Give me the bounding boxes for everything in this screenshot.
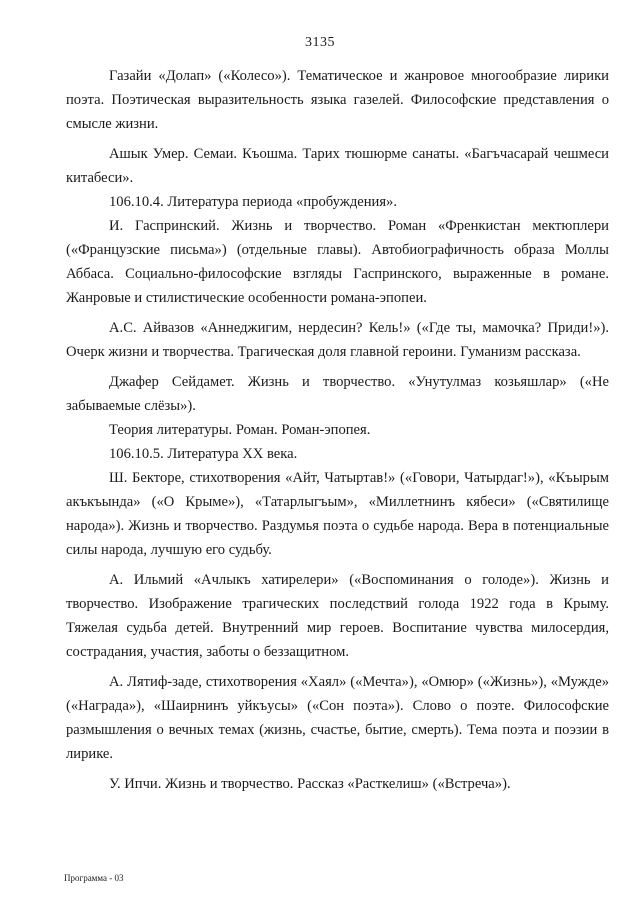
footer-program-label: Программа - 03: [64, 873, 124, 883]
document-body: [66, 64, 609, 796]
section-heading-awakening: 106.10.4. Литература периода «пробуждения».: [109, 194, 397, 210]
paragraph-seydamet: Джафер Сейдамет. Жизнь и творчество. «Унутулмаз козьяшлар» («Не забываемые слёзы»).: [66, 374, 609, 414]
paragraph-ilmiy: А. Ильмий «Ачлыкъ хатирелери» («Воспоминания о голоде»). Жизнь и творчество. Изображение трагических последствий голода 1922 года в Крыму. Тяжелая судьба детей. Внутренний мир героев. Воспитание чувства милосердия, сострадания, участия, заботы о беззащитном.: [66, 572, 609, 660]
section-heading-20th-century: 106.10.5. Литература XX века.: [109, 446, 298, 462]
paragraph-gazayi: Газайи «Долап» («Колесо»). Тематическое и жанровое многообразие лирики поэта. Поэтическая выразительность языка газелей. Философские представления о смысле жизни.: [66, 68, 609, 132]
page-number: 3135: [305, 35, 335, 50]
paragraph-ipchi: У. Ипчи. Жизнь и творчество. Рассказ «Расткелиш» («Встреча»).: [109, 776, 511, 792]
paragraph-aivazov: А.С. Айвазов «Аннеджигим, нердесин? Кель!» («Где ты, мамочка? Приди!»). Очерк жизни и творчества. Трагическая доля главной героини. Гуманизм рассказа.: [66, 320, 609, 360]
paragraph-theory: Теория литературы. Роман. Роман-эпопея.: [109, 422, 371, 438]
paragraph-latif-zade: А. Лятиф-заде, стихотворения «Хаял» («Мечта»), «Омюр» («Жизнь»), «Мужде» («Награда»), «Шаирнинъ уйкъусы» («Сон поэта»). Слово о поэте. Философские размышления о вечных темах (жизнь, счастье, бытие, смерть). Тема поэта и поэзии в лирике.: [66, 674, 609, 762]
paragraph-gasprinsky: И. Гаспринский. Жизнь и творчество. Роман «Френкистан мектюплери («Французские письма») (отдельные главы). Автобиографичность образа Моллы Аббаса. Социально-философские взгляды Гаспринского, выраженные в романе. Жанровые и стилистические особенности романа-эпопеи.: [66, 218, 609, 306]
paragraph-ashyk-umer: Ашык Умер. Семаи. Къошма. Тарих тюшюрме санаты. «Багъчасарай чешмеси китабеси».: [66, 146, 609, 186]
paragraph-bektore: Ш. Бекторе, стихотворения «Айт, Чатыртав!» («Говори, Чатырдаг!»), «Къырым акъкъында» («О Крыме»), «Татарлыгъым», «Миллетнинъ кябеси» («Святилище народа»). Жизнь и творчество. Раздумья поэта о судьбе народа. Вера в потенциальные силы народа, лучшую его судьбу.: [66, 470, 609, 558]
